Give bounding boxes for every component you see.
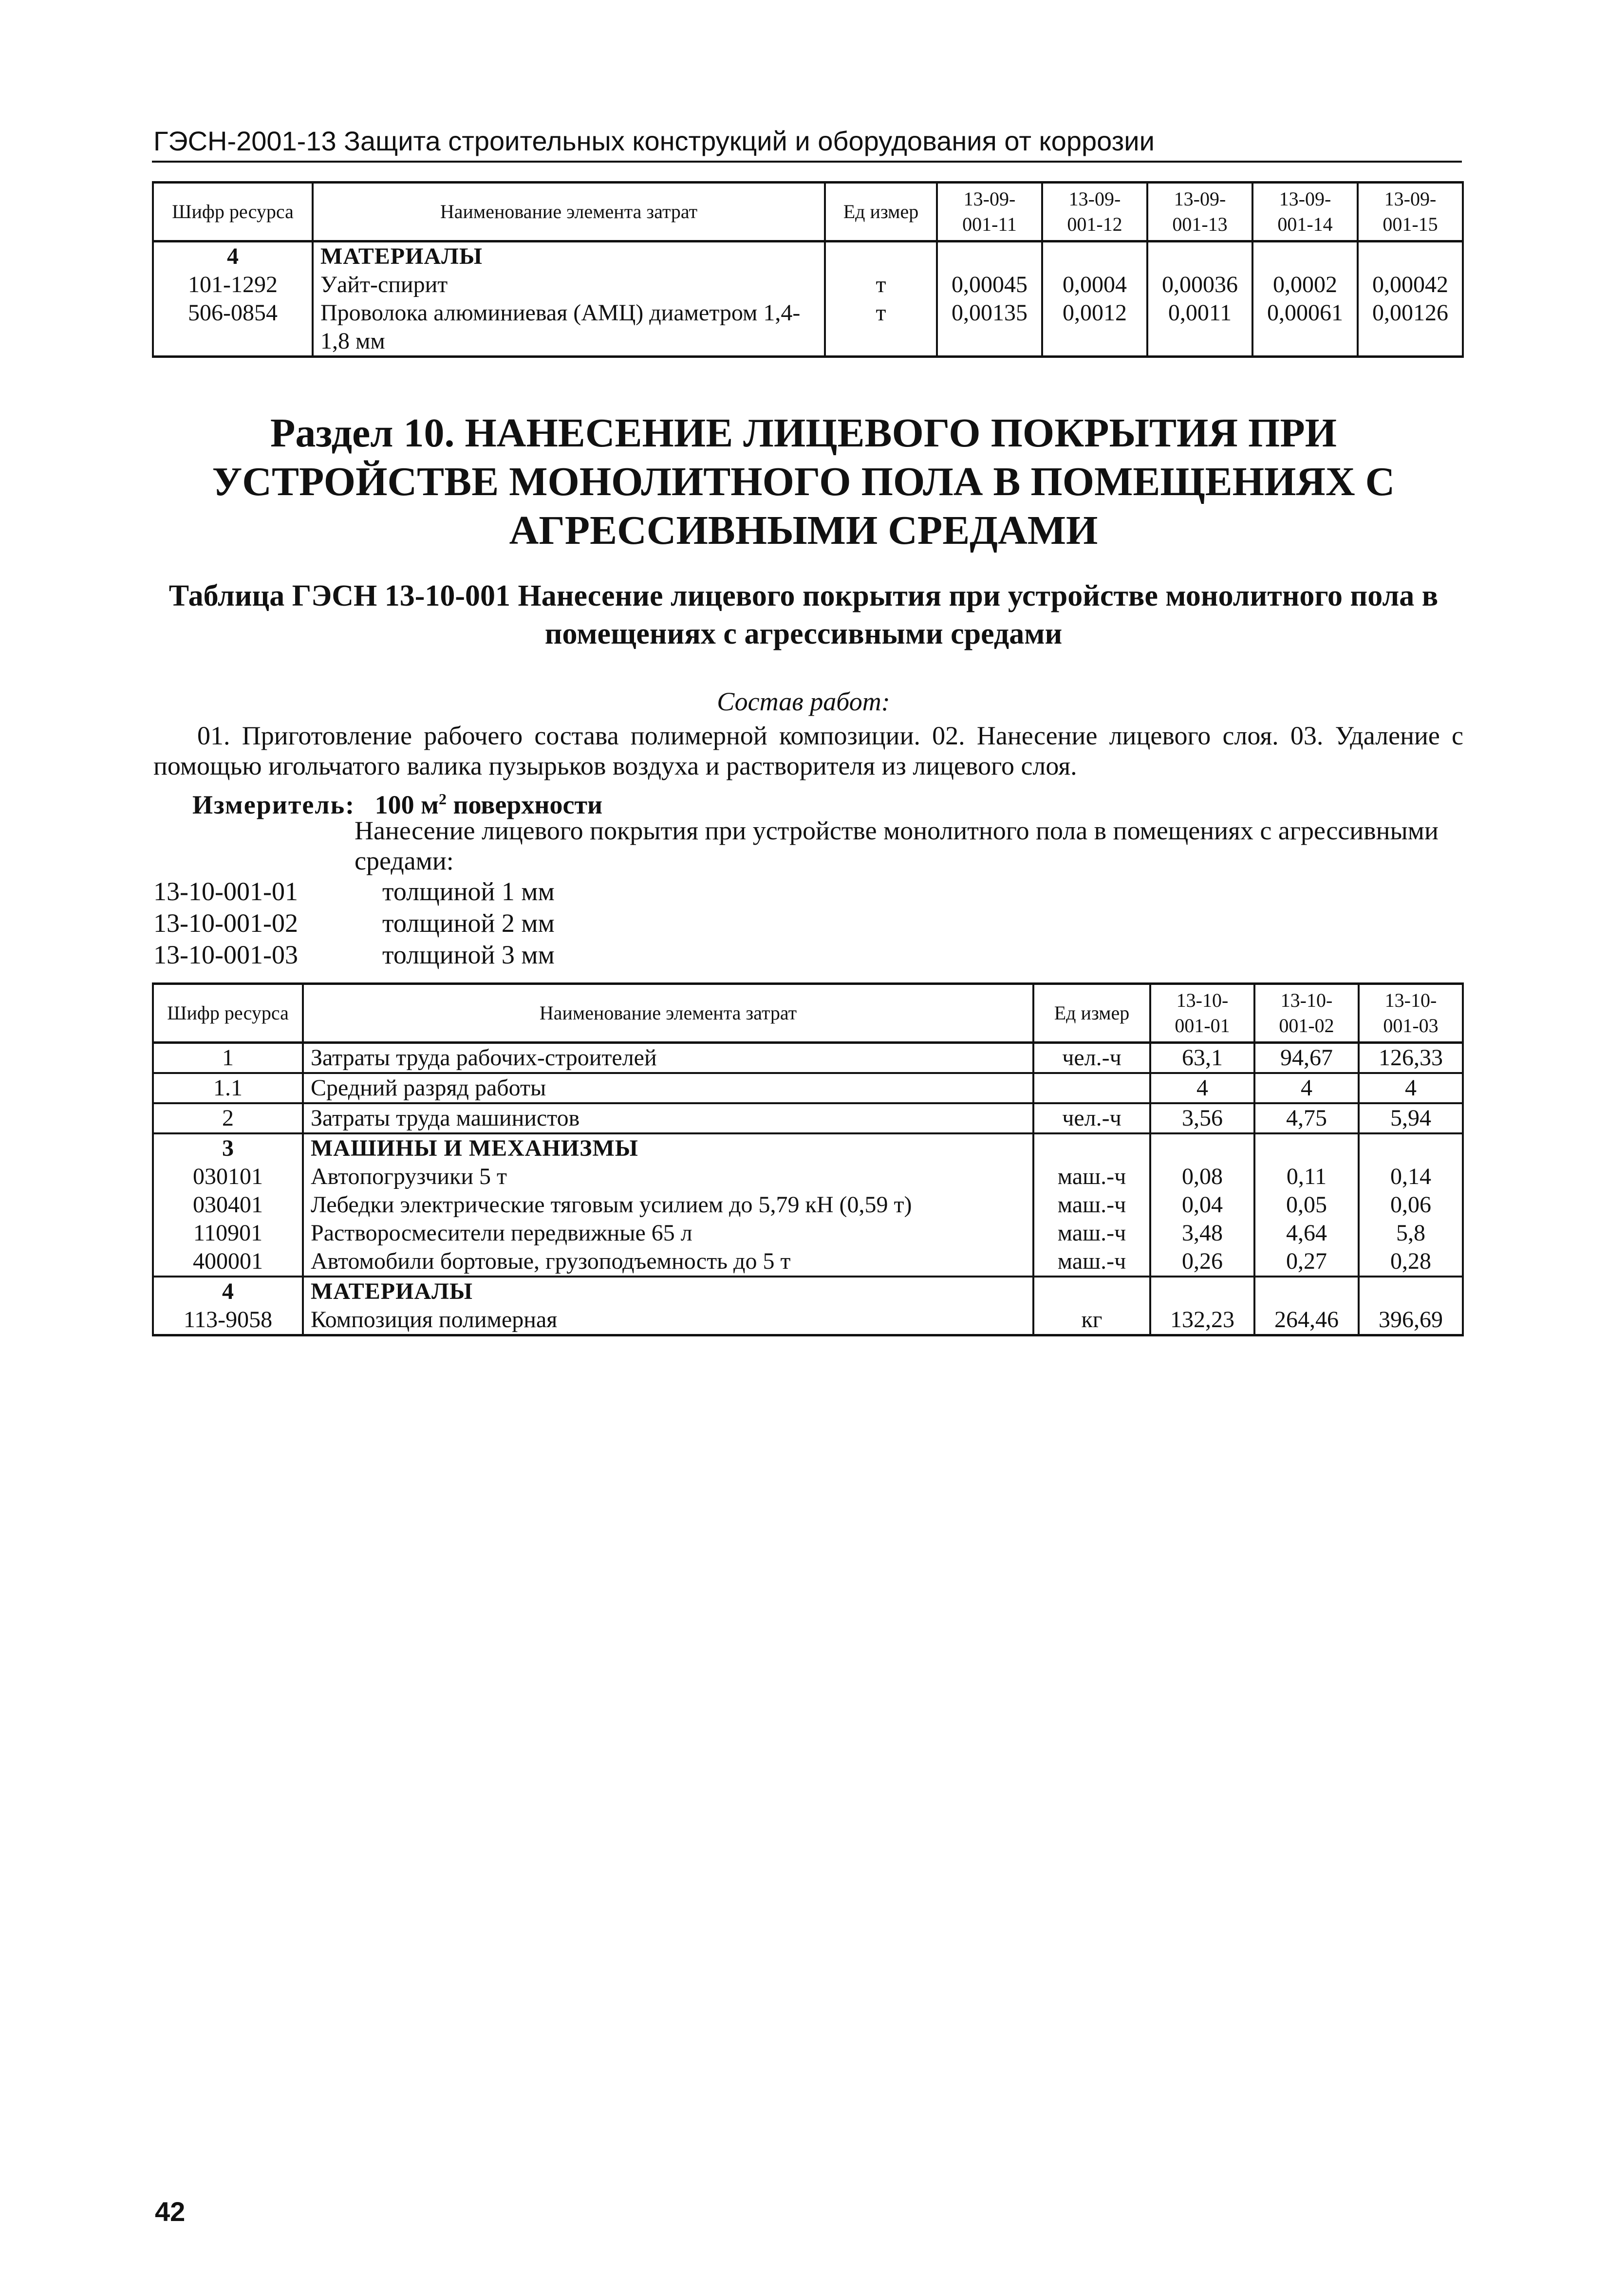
variant-item bbox=[153, 876, 555, 907]
resource-value: 396,69 bbox=[1359, 1306, 1463, 1335]
resource-unit: маш.-ч bbox=[1033, 1191, 1150, 1219]
resource-unit: маш.-ч bbox=[1033, 1219, 1150, 1247]
resource-value: 0,08 bbox=[1150, 1163, 1254, 1191]
resource-value bbox=[1150, 1277, 1254, 1306]
resource-code: 101-1292 bbox=[153, 271, 313, 299]
resource-value: 63,1 bbox=[1150, 1043, 1254, 1074]
resource-name: Лебедки электрические тяговым усилием до 5,79 кН (0,59 т) bbox=[303, 1191, 1033, 1219]
resource-value bbox=[1254, 1133, 1359, 1163]
table-row bbox=[153, 1103, 1463, 1133]
column-header-code: Шифр ресурса bbox=[153, 984, 303, 1043]
resource-value: 0,0002 bbox=[1252, 271, 1358, 299]
column-header-unit: Ед измер bbox=[1033, 984, 1150, 1043]
column-header-norm: 13-09- 001-11 bbox=[937, 183, 1042, 241]
resource-value: 0,00042 bbox=[1358, 271, 1463, 299]
column-header-norm: 13-10- 001-01 bbox=[1150, 984, 1254, 1043]
meter-value-text: 100 м bbox=[374, 790, 439, 819]
resource-value: 4 bbox=[1254, 1073, 1359, 1103]
table-row bbox=[153, 1306, 1463, 1335]
resource-code: 1.1 bbox=[153, 1073, 303, 1103]
resource-value: 132,23 bbox=[1150, 1306, 1254, 1335]
column-header-code: Шифр ресурса bbox=[153, 183, 313, 241]
header-rule bbox=[152, 161, 1462, 163]
table-header-row bbox=[153, 984, 1463, 1043]
variant-item bbox=[153, 908, 555, 938]
meter-label: Измеритель: bbox=[192, 790, 355, 819]
variant-item bbox=[153, 940, 555, 970]
resource-code: 400001 bbox=[153, 1247, 303, 1277]
resource-value: 0,00135 bbox=[937, 299, 1042, 357]
resource-value: 0,00045 bbox=[937, 271, 1042, 299]
meter-line bbox=[192, 784, 602, 820]
resource-code: 030101 bbox=[153, 1163, 303, 1191]
resource-unit bbox=[1033, 1133, 1150, 1163]
column-header-unit: Ед измер bbox=[825, 183, 937, 241]
resource-value: 0,0012 bbox=[1042, 299, 1147, 357]
resource-code: 2 bbox=[153, 1103, 303, 1133]
resource-unit: чел.-ч bbox=[1033, 1043, 1150, 1074]
variant-description: Нанесение лицевого покрытия при устройстве монолитного пола в помещениях с агрессивными средами: bbox=[355, 816, 1439, 875]
variant-text: толщиной 1 мм bbox=[382, 877, 555, 906]
resource-unit: чел.-ч bbox=[1033, 1103, 1150, 1133]
resource-value: 4 bbox=[1150, 1073, 1254, 1103]
table-row bbox=[153, 299, 1463, 357]
resource-value: 5,8 bbox=[1359, 1219, 1463, 1247]
column-header-norm: 13-09- 001-14 bbox=[1252, 183, 1358, 241]
resource-name: Композиция полимерная bbox=[303, 1306, 1033, 1335]
resource-value: 264,46 bbox=[1254, 1306, 1359, 1335]
resource-name: Затраты труда машинистов bbox=[303, 1103, 1033, 1133]
resource-value: 0,00126 bbox=[1358, 299, 1463, 357]
resource-value: 0,26 bbox=[1150, 1247, 1254, 1277]
resource-value: 4,75 bbox=[1254, 1103, 1359, 1133]
resource-name: Затраты труда рабочих-строителей bbox=[303, 1043, 1033, 1074]
running-header: ГЭСН-2001-13 Защита строительных конструкций и оборудования от коррозии bbox=[153, 126, 1155, 156]
resource-name: Автопогрузчики 5 т bbox=[303, 1163, 1033, 1191]
variant-code: 13-10-001-01 bbox=[153, 877, 298, 906]
table-header-row bbox=[153, 183, 1463, 241]
column-header-norm: 13-09- 001-15 bbox=[1358, 183, 1463, 241]
resource-code: 113-9058 bbox=[153, 1306, 303, 1335]
resource-value: 0,00061 bbox=[1252, 299, 1358, 357]
variant-code: 13-10-001-03 bbox=[153, 940, 298, 969]
table-row bbox=[153, 1133, 1463, 1163]
variant-text: толщиной 2 мм bbox=[382, 908, 555, 938]
resource-unit: кг bbox=[1033, 1306, 1150, 1335]
resource-name: Уайт-спирит bbox=[313, 271, 825, 299]
resource-unit: маш.-ч bbox=[1033, 1163, 1150, 1191]
table-row bbox=[153, 1043, 1463, 1074]
resource-value: 5,94 bbox=[1359, 1103, 1463, 1133]
table-row bbox=[153, 1073, 1463, 1103]
resource-code: 1 bbox=[153, 1043, 303, 1074]
resource-value bbox=[1359, 1277, 1463, 1306]
resource-code: 506-0854 bbox=[153, 299, 313, 357]
resource-name: Проволока алюминиевая (АМЦ) диаметром 1,4- 1,8 мм bbox=[313, 299, 825, 357]
resource-value bbox=[1147, 241, 1252, 271]
table-row bbox=[153, 1191, 1463, 1219]
resource-value: 0,05 bbox=[1254, 1191, 1359, 1219]
resource-value bbox=[1252, 241, 1358, 271]
resource-code: 030401 bbox=[153, 1191, 303, 1219]
page-number: 42 bbox=[155, 2196, 186, 2227]
resource-name: Автомобили бортовые, грузоподъемность до 5 т bbox=[303, 1247, 1033, 1277]
table-row bbox=[153, 241, 1463, 271]
resource-value: 3,56 bbox=[1150, 1103, 1254, 1133]
resource-value: 0,0011 bbox=[1147, 299, 1252, 357]
resource-value: 0,0004 bbox=[1042, 271, 1147, 299]
resource-value bbox=[1254, 1277, 1359, 1306]
variant-code: 13-10-001-02 bbox=[153, 908, 298, 938]
resource-unit: т bbox=[825, 271, 937, 299]
column-header-norm: 13-09- 001-13 bbox=[1147, 183, 1252, 241]
resource-value: 126,33 bbox=[1359, 1043, 1463, 1074]
table-row bbox=[153, 1163, 1463, 1191]
table-row bbox=[153, 271, 1463, 299]
resource-value: 94,67 bbox=[1254, 1043, 1359, 1074]
resource-unit bbox=[1033, 1073, 1150, 1103]
resource-value: 0,11 bbox=[1254, 1163, 1359, 1191]
resource-value: 0,14 bbox=[1359, 1163, 1463, 1191]
resource-value bbox=[937, 241, 1042, 271]
column-header-norm: 13-10- 001-03 bbox=[1359, 984, 1463, 1043]
resource-name: Средний разряд работы bbox=[303, 1073, 1033, 1103]
resource-unit bbox=[825, 241, 937, 271]
meter-exponent: 2 bbox=[438, 790, 447, 808]
table-row bbox=[153, 1247, 1463, 1277]
section-title: Раздел 10. НАНЕСЕНИЕ ЛИЦЕВОГО ПОКРЫТИЯ ПРИ УСТРОЙСТВЕ МОНОЛИТНОГО ПОЛА В ПОМЕЩЕНИЯХ С АГРЕССИВНЫМИ СРЕДАМИ bbox=[212, 410, 1395, 553]
resource-name: МАШИНЫ И МЕХАНИЗМЫ bbox=[303, 1133, 1033, 1163]
resource-code: 4 bbox=[153, 1277, 303, 1306]
resource-code: 3 bbox=[153, 1133, 303, 1163]
meter-suffix: поверхности bbox=[446, 790, 603, 819]
table-row bbox=[153, 1219, 1463, 1247]
resource-code: 110901 bbox=[153, 1219, 303, 1247]
resource-table-13-09-001 bbox=[152, 181, 1464, 358]
resource-value: 4,64 bbox=[1254, 1219, 1359, 1247]
column-header-norm: 13-10- 001-02 bbox=[1254, 984, 1359, 1043]
resource-unit: маш.-ч bbox=[1033, 1247, 1150, 1277]
resource-value: 0,28 bbox=[1359, 1247, 1463, 1277]
resource-value: 0,00036 bbox=[1147, 271, 1252, 299]
resource-value bbox=[1150, 1133, 1254, 1163]
resource-value: 4 bbox=[1359, 1073, 1463, 1103]
resource-unit: т bbox=[825, 299, 937, 357]
column-header-name: Наименование элемента затрат bbox=[313, 183, 825, 241]
resource-table-13-10-001 bbox=[152, 982, 1464, 1336]
resource-value: 0,06 bbox=[1359, 1191, 1463, 1219]
resource-value: 0,04 bbox=[1150, 1191, 1254, 1219]
resource-value: 0,27 bbox=[1254, 1247, 1359, 1277]
resource-code: 4 bbox=[153, 241, 313, 271]
resource-unit bbox=[1033, 1277, 1150, 1306]
variant-text: толщиной 3 мм bbox=[382, 940, 555, 969]
column-header-name: Наименование элемента затрат bbox=[303, 984, 1033, 1043]
resource-value bbox=[1358, 241, 1463, 271]
meter-value bbox=[362, 790, 602, 819]
table-title: Таблица ГЭСН 13-10-001 Нанесение лицевого покрытия при устройстве монолитного пола в помещениях с агрессивными средами bbox=[168, 579, 1439, 650]
resource-value bbox=[1042, 241, 1147, 271]
resource-name: Растворосмесители передвижные 65 л bbox=[303, 1219, 1033, 1247]
resource-value bbox=[1359, 1133, 1463, 1163]
resource-name: МАТЕРИАЛЫ bbox=[303, 1277, 1033, 1306]
column-header-norm: 13-09- 001-12 bbox=[1042, 183, 1147, 241]
table-row bbox=[153, 1277, 1463, 1306]
resource-value: 3,48 bbox=[1150, 1219, 1254, 1247]
composition-heading: Состав работ: bbox=[717, 687, 890, 716]
resource-name: МАТЕРИАЛЫ bbox=[313, 241, 825, 271]
composition-text: 01. Приготовление рабочего состава полимерной композиции. 02. Нанесение лицевого слоя. 03. Удаление с помощью игольчатого валика пузырьков воздуха и растворителя из лицевого слоя. bbox=[153, 721, 1463, 780]
